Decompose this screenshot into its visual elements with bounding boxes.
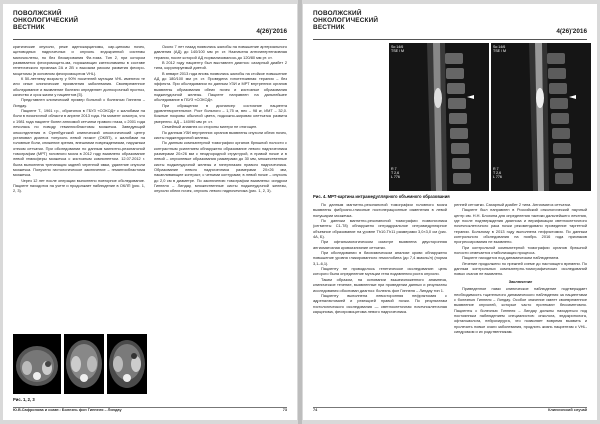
paragraph: При обращении в диспансер состояние пациента удовлетворительное. Рост больного – 1,75 м, вес – 98 кг, ИМТ – 32,0. Кожные покровы обычной цвета, подкожно-жировая клетчатка развита умеренно. АД – 140/90 мм рт. ст. bbox=[154, 102, 287, 124]
page-number: 74 bbox=[313, 408, 318, 412]
paragraph: К 50-летнему возрасту у 90% носителей мутации VHL имеются те или иные клинические проявления заболевания. Своевременное обследование и выявление болезни определяет долгосрочный прогноз, качество и срок жизни у пациентов [5]. bbox=[13, 76, 145, 98]
paragraph: Около 7 лет назад появились жалобы на повышение артериального давления (АД) до 140/100 мм рт. ст. Назначена антигипертензивная терапия, после которой АД нормализовалось до 120/80 мм рт. ст. bbox=[154, 44, 287, 60]
ct-scan-graphic bbox=[13, 334, 61, 394]
mri-image-a bbox=[389, 43, 489, 191]
right-header bbox=[313, 10, 587, 38]
mri-text: L 776 bbox=[391, 175, 400, 180]
paragraph: Через 12 лет после операции выполнено повторное обследование. Пациент находится на учете и продолжает наблюдение в ОКЛП (рис. 1, 2, 3). bbox=[13, 177, 145, 194]
paragraph: В январе 2013 года вновь появились жалобы на стойкое повышение АД до 180/100 мм рт. ст. Проведена гипотензивная терапия – без эффекта. При обследовании по данным УЗИ и МРТ внутренних органов выявлены образования обеих почек и кистозные образования поджелудочной железы. Пациент направлен на дальнейшее обследование в ГБУЗ «СОКОД». bbox=[154, 70, 287, 103]
paragraph: При офтальмологическом осмотре выявлена двусторонняя ангиоматозная кровоизлияние сетчатки. bbox=[313, 239, 447, 250]
paragraph: В 2012 году пациенту был выставлен диагноз: сахарный диабет 2 типа, корригируемый диетой. bbox=[154, 60, 287, 71]
paragraph: Пациенту выполнена левосторонняя нефрэктомия с адреналэктомией и резекцией правой почки. По результатам гистологического исследования — светлоклеточная почечноклеточная карцинома, феохромоцитома левого надпочечника. bbox=[313, 292, 447, 314]
header-rule bbox=[313, 39, 587, 40]
section-heading: Заключение bbox=[508, 278, 533, 284]
left-page bbox=[3, 4, 297, 420]
ct-scan-graphic bbox=[107, 334, 147, 394]
mri-label-bottom bbox=[493, 167, 502, 180]
paragraph: Пациент находится под динамическим наблюдением. bbox=[462, 255, 560, 261]
journal-title-line1: ПОВОЛЖСКИЙ bbox=[13, 10, 62, 17]
mri-text: Sc:14/6 bbox=[391, 45, 404, 49]
header-rule bbox=[13, 39, 287, 40]
mri-text: R 7 bbox=[391, 167, 397, 171]
paragraph: Пациенту не проводилось генетическое исследование: цель которого была определение мутации гена подавления роста опухоли. bbox=[313, 266, 447, 277]
paragraph: По данным магнитно-резонансной томографии головного мозга выявлены фиброзно-глиозные постоперационные изменения в левой полушарии мозжечка. bbox=[313, 202, 447, 218]
issue-number: 4(26)'2016 bbox=[256, 28, 287, 35]
arrow-icon bbox=[569, 95, 576, 99]
footer-authors: Ю.В.Сафронова и соавт.: Болезнь фон Гиппеля – Линдау bbox=[13, 408, 122, 412]
mri-label-top bbox=[391, 45, 404, 53]
paragraph: По данным УЗИ внутренних органов выявлены опухоли обеих почек, кисты поджелудочной железы. bbox=[154, 129, 287, 140]
paragraph: Пациент был направлен в Российский онкологический научный центр им. Н.Н. Блохина для определения тактики дальнейшего лечения, где после подтверждения диагноза и верификации светлоклеточного почечноклеточного рака почки рекомендовано проведение таргетной терапии. Больному в 2013 году выполнена нефрэктомия. По данным контрольного обследования на ноябрь 2016 года признаков прогрессирования не выявлено. bbox=[454, 207, 587, 245]
paragraph: По данным магнитно-резонансной томографии позвоночника (сегменты C1-Т8) обнаружено интрадуральное интрамедуллярное объемное образование на уровне Th10-Th11 размерами 3,0×3,0 см (рис. 4А, Б). bbox=[313, 218, 447, 240]
arrow-icon bbox=[467, 95, 474, 99]
mri-text: T 2,6 bbox=[493, 171, 502, 176]
mri-spine-graphic bbox=[389, 43, 489, 191]
mri-spine-graphic bbox=[491, 43, 591, 191]
paragraph: Пациент Т., 1961 г.р., обратился в ГБУЗ «СОКОД» с жалобами на боли в поясничной области в апреле 2013 года. На момент осмотра, что с 1981 года пациент болел ангиомой сетчатки правого глаза, с 2001 года лечилась по поводу гемангиобластомы мозжечка. Заведующий онкоотделения в Оренбургский клинический онкологический центр установил диагноз «опухоль левой почки» (ОКЛП), с жалобами на головные боли, снижение зрения, внешними повреждениями, наружным отеком сетчатки. При обследовании по данным магнитно-резонансной томографии (МРТ) головного мозга в 2012 году выявлено образование левой гемисферы мозжечка с кистозным компонентом. 12.07.2012 г. была выполнена трепанация задней черепной ямки, удаление опухоли мозжечка. Получено гистологическое заключение – гемангиобластома мозжечка. bbox=[13, 108, 145, 178]
right-footer bbox=[313, 408, 587, 416]
mri-text: TSE / M bbox=[493, 49, 506, 54]
page-gutter bbox=[298, 0, 302, 424]
ct-image-1 bbox=[13, 334, 61, 394]
paragraph: По данным компьютерной томографии органов брюшной полости с контрастным усилением обнаружено образование левого надпочечника размерами 20×26 мм с неоднородной структурой, в правой почке и в левой – опухолевые образования размерами до 30 мм, множественные кисты поджелудочной железы и гиперплазия правого надпочечника. Образование левого надпочечника размерами 20×26 мм, накапливающее контраст, с четкими контурами; в левой почке – опухоль до 2,0 см в диаметре. По заключению томографии выявлены: синдром Гиппеля – Линдау, множественные кисты поджелудочной железы, опухоли обеих почек, опухоль левого надпочечника (рис. 1, 2, 3). bbox=[154, 140, 287, 194]
issue-number: 4(26)'2016 bbox=[556, 28, 587, 35]
ct-image-2 bbox=[64, 334, 104, 394]
paragraph: При контрольной компьютерной томографии органов брюшной полости отмечается стабилизация процесса. bbox=[454, 244, 587, 256]
mri-image-b bbox=[491, 43, 591, 191]
left-column-1 bbox=[13, 44, 145, 194]
figure-caption: Рис. 1, 2, 3 bbox=[13, 397, 35, 402]
mri-text: L 776 bbox=[493, 175, 502, 180]
paragraph: Семейный анамнез со стороны матери не отягощен. bbox=[162, 124, 258, 130]
journal-title-line2: ОНКОЛОГИЧЕСКИЙ bbox=[313, 17, 379, 24]
paragraph: Приведенное нами клиническое наблюдение подтверждает необходимость тщательного динамического наблюдения за пациентами с болезнью Гиппеля – Линдау. Особое значение имеет своевременное выявление опухолей, которые часто протекают бессимптомно. Пациенты с болезнью Гиппеля – Линдау должны находиться под постоянным наблюдением специалистов: онколога, эндокринолога, офтальмолога, нейрохирурга, что позволяет вовремя выявить и пролечить новые очаги заболевания, продлить жизнь пациентам с VHL-синдромом и их родственникам. bbox=[454, 286, 587, 334]
figure-caption: Рис. 4. МРТ-картина интрамедуллярного объемного образования bbox=[313, 194, 450, 199]
paragraph: Представлен клинический пример больной с болезнью Гиппеля – Линдау. bbox=[13, 97, 145, 108]
page-number: 73 bbox=[282, 408, 287, 412]
mri-label-bottom bbox=[391, 167, 400, 180]
left-column-2 bbox=[154, 44, 287, 194]
left-footer bbox=[13, 408, 287, 416]
journal-title-line1: ПОВОЛЖСКИЙ bbox=[313, 10, 362, 17]
paragraph: Лечение продолжено по прежней схеме до настоящего времени. По данным контрольных компьютерно-томографических исследований новых очагов не выявлено. bbox=[454, 260, 587, 277]
paragraph: ренней сетчатки. Сахарный диабет 2 типа. Ангиоматоз сетчатки. bbox=[454, 202, 572, 207]
ct-scan-graphic bbox=[64, 334, 104, 394]
mri-label-top bbox=[493, 45, 506, 53]
paragraph: кратические опухоли, реже аденокарциномы, кар-циномы почек, щитовидных надпочечных и опухоль эндокринной системы малочислены, но без блокирования Фи-тома. Тип 2, при котором развивается феохромоцито-ма, поражающих катехоламины в составе генетического признака 2А и 2В с высоким риском развития феохро-моцитомы (в основном феохромоцитом VHL). bbox=[13, 44, 145, 76]
footer-section: Клинический случай bbox=[548, 408, 587, 412]
mri-text: R 7 bbox=[493, 167, 499, 171]
mri-text: TSE / M bbox=[391, 49, 404, 54]
mri-text: Sc:14/6 bbox=[493, 45, 506, 49]
paragraph: Таким образом, на основании вышеизложенного анамнеза, клиническое течение, выявленные при проведении данных и результаты исследования обоснован диагноз: болезнь фон Гиппеля – Линдау тип 1. bbox=[313, 276, 447, 293]
right-column-2 bbox=[454, 202, 587, 334]
left-header bbox=[13, 10, 287, 38]
journal-title-line3: ВЕСТНИК bbox=[13, 24, 45, 31]
mri-text: T 2,6 bbox=[391, 171, 400, 176]
right-column-1 bbox=[313, 202, 447, 314]
journal-title-line2: ОНКОЛОГИЧЕСКИЙ bbox=[13, 17, 79, 24]
right-page bbox=[303, 4, 597, 420]
paragraph: При обследовании в биохимическом анализе крови обнаружено повышение уровня гликированного гемоглобина (до 7,4 ммоль/л) (норма 3,1–6,1). bbox=[313, 250, 447, 266]
ct-image-3 bbox=[107, 334, 147, 394]
journal-title-line3: ВЕСТНИК bbox=[313, 24, 345, 31]
